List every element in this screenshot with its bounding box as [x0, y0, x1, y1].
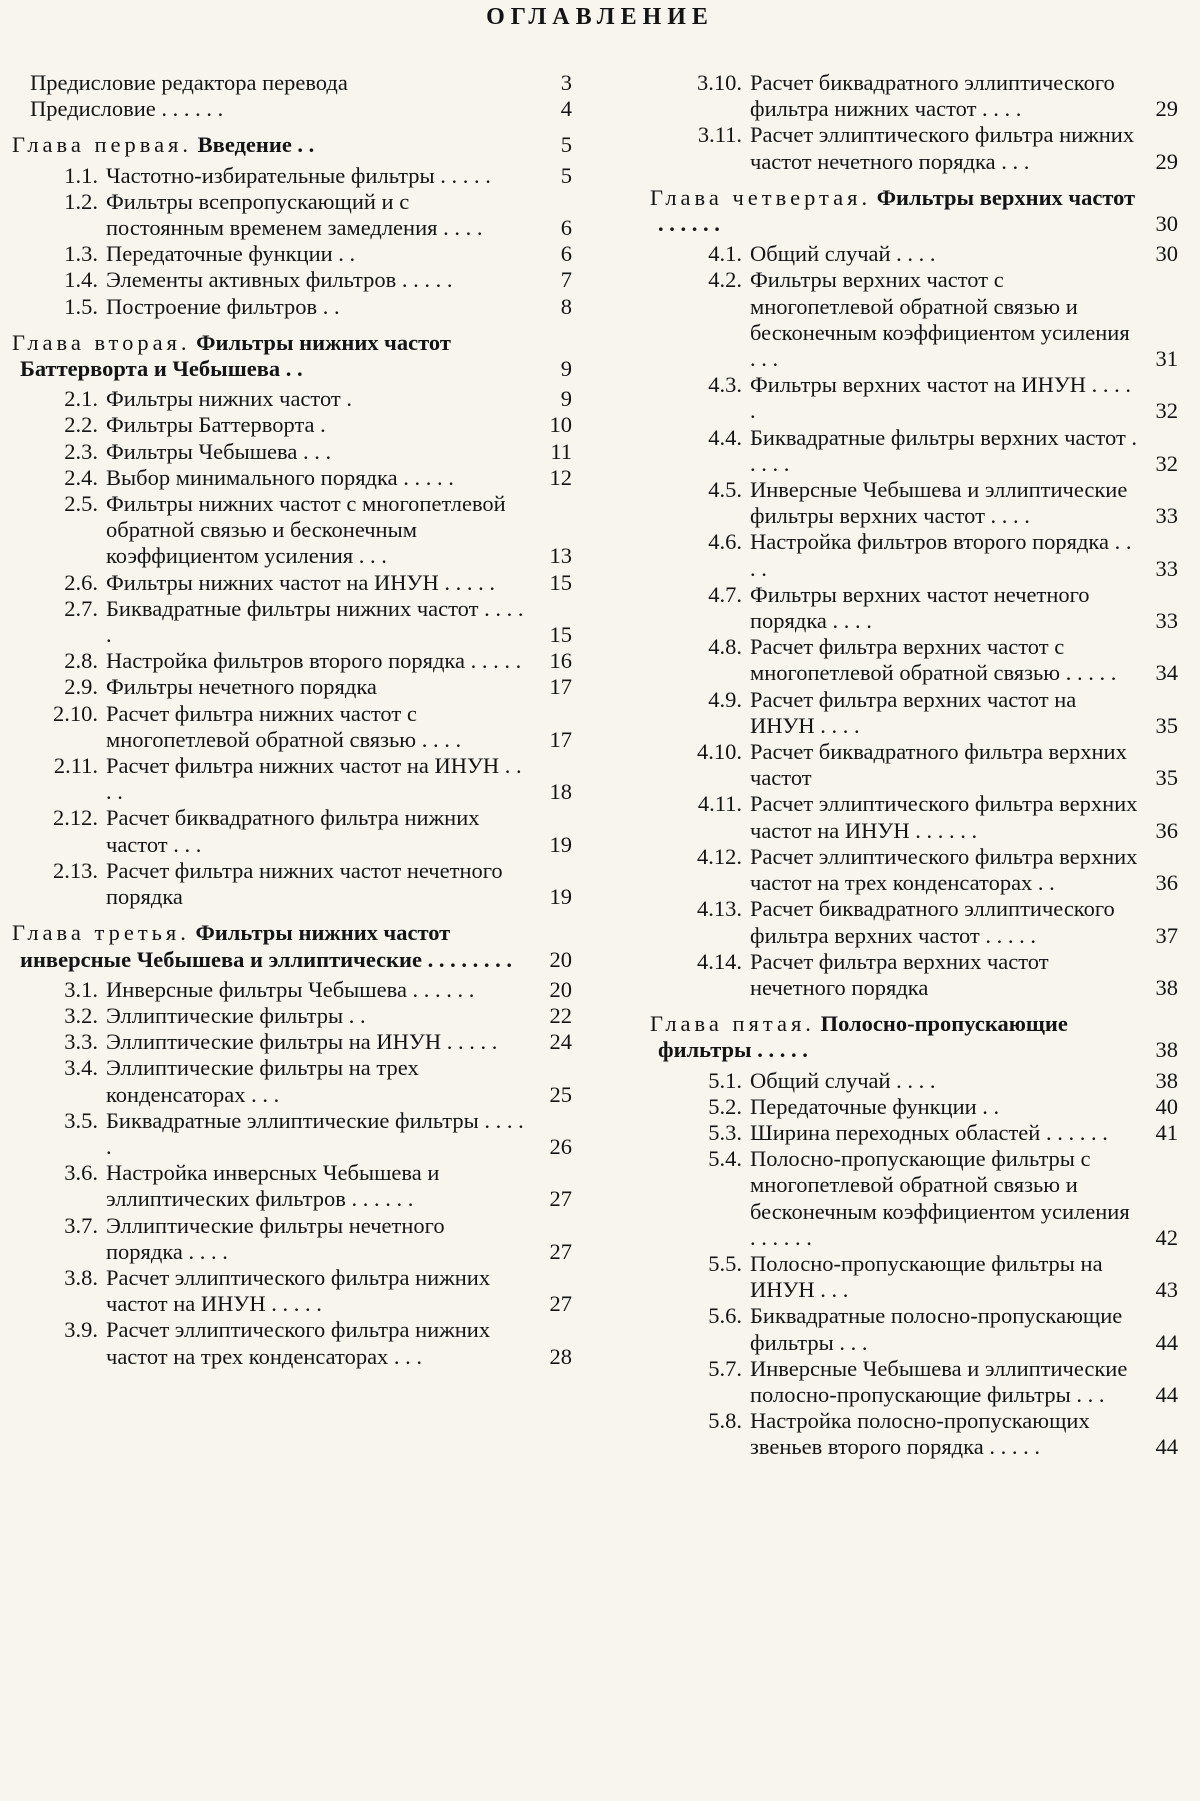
section-title: Фильтры нечетного порядка	[106, 674, 377, 700]
chapter-label: Глава четвертая.	[650, 184, 872, 210]
page-number: 11	[550, 438, 572, 464]
section-title: Фильтры нижних частот .	[106, 386, 352, 412]
page-number: 25	[549, 1081, 572, 1107]
section-title: Расчет эллиптического фильтра верхних частот на ИНУН . . . . . .	[750, 791, 1138, 843]
section-number: 4.4.	[708, 424, 742, 450]
page-number: 28	[549, 1343, 572, 1369]
toc-section-entry	[650, 1068, 1178, 1094]
section-title: Настройка инверсных Чебышева и эллиптических фильтров . . . . . .	[106, 1160, 440, 1212]
section-number: 4.9.	[708, 686, 742, 712]
section-title: Биквадратные полосно-пропускающие фильтры . . .	[750, 1303, 1123, 1355]
page-number: 16	[549, 648, 572, 674]
toc-chapter-entry	[12, 330, 572, 382]
section-title: Фильтры верхних частот с многопетлевой обратной связью и бесконечным коэффициентом усиления . . .	[750, 267, 1130, 372]
section-title: Фильтры Баттерворта .	[106, 412, 326, 438]
section-number: 1.4.	[64, 267, 98, 293]
section-number: 2.6.	[64, 569, 98, 595]
toc-column-right	[650, 70, 1178, 1461]
toc-section-entry	[650, 582, 1178, 634]
section-number: 1.2.	[64, 188, 98, 214]
toc-section-entry	[650, 122, 1178, 174]
chapter-label: Глава третья.	[12, 920, 190, 946]
section-title: Эллиптические фильтры . .	[106, 1002, 366, 1028]
toc-section-entry	[12, 1029, 572, 1055]
section-title: Общий случай . . . .	[750, 1067, 936, 1093]
toc-section-entry	[12, 189, 572, 241]
section-title: Биквадратные фильтры нижних частот . . . . .	[106, 595, 524, 648]
section-title: Выбор минимального порядка . . . . .	[106, 464, 454, 490]
toc-section-entry	[650, 634, 1178, 686]
page-number: 20	[549, 946, 572, 972]
section-title: Инверсные фильтры Чебышева . . . . . .	[106, 976, 475, 1002]
section-title: Фильтры нижних частот на ИНУН . . . . .	[106, 569, 495, 595]
section-title: Инверсные Чебышева и эллиптические полосно-пропускающие фильтры . . .	[750, 1355, 1128, 1407]
section-title: Расчет биквадратного эллиптического фильтра верхних частот . . . . .	[750, 896, 1115, 948]
section-number: 4.6.	[708, 529, 742, 555]
chapter-title	[12, 132, 524, 158]
page-number: 22	[549, 1002, 572, 1028]
section-number: 5.6.	[708, 1303, 742, 1329]
toc-section-entry	[12, 1160, 572, 1212]
section-number: 4.11.	[697, 791, 742, 817]
section-title: Расчет фильтра нижних частот на ИНУН . . . .	[106, 753, 522, 805]
toc-section-entry	[650, 1408, 1178, 1460]
toc-section-entry	[12, 1108, 572, 1160]
page-number: 5	[560, 162, 572, 188]
page-number: 15	[549, 622, 572, 648]
toc-section-entry	[650, 70, 1178, 122]
section-title: Эллиптические фильтры нечетного порядка . . . .	[106, 1212, 445, 1264]
section-number: 2.13.	[53, 857, 98, 883]
section-title: Расчет эллиптического фильтра нижних частот нечетного порядка . . .	[750, 122, 1135, 174]
section-title: Ширина переходных областей . . . . . .	[750, 1119, 1108, 1145]
chapter-name: Фильтры нижних частот Баттерворта и Чебышева . .	[20, 329, 451, 382]
toc-section-entry	[650, 739, 1178, 791]
section-title: Эллиптические фильтры на ИНУН . . . . .	[106, 1029, 498, 1055]
page-number: 30	[1155, 241, 1178, 267]
page-number: 35	[1155, 765, 1178, 791]
section-number: 3.7.	[64, 1212, 98, 1238]
section-number: 2.3.	[64, 438, 98, 464]
section-title: Фильтры всепропускающий и с постоянным временем замедления . . . .	[106, 188, 483, 241]
toc-section-entry	[650, 791, 1178, 843]
section-title: Настройка полосно-пропускающих звеньев второго порядка . . . . .	[750, 1408, 1090, 1460]
section-title: Полосно-пропускающие фильтры на ИНУН . . .	[750, 1250, 1103, 1303]
section-number: 3.5.	[64, 1107, 98, 1133]
toc-section-entry	[12, 491, 572, 570]
toc-section-entry	[12, 1265, 572, 1317]
section-number: 3.2.	[64, 1002, 98, 1028]
page-number: 31	[1155, 346, 1178, 372]
page-number: 12	[549, 464, 572, 490]
toc-section-entry	[12, 1003, 572, 1029]
section-title: Расчет эллиптического фильтра нижних частот на ИНУН . . . . .	[106, 1264, 491, 1317]
toc-section-entry	[650, 1356, 1178, 1408]
page-number: 27	[549, 1291, 572, 1317]
section-title: Инверсные Чебышева и эллиптические фильтры верхних частот . . . .	[750, 477, 1128, 529]
toc-section-entry	[12, 267, 572, 293]
toc-section-entry	[12, 858, 572, 910]
toc-section-entry	[650, 477, 1178, 529]
toc-section-entry	[12, 1213, 572, 1265]
section-number: 4.7.	[708, 581, 742, 607]
page-number: 20	[549, 976, 572, 1002]
section-number: 4.5.	[708, 477, 742, 503]
section-title: Общий случай . . . .	[750, 241, 936, 267]
section-title: Передаточные функции . .	[750, 1093, 1000, 1119]
section-title: Фильтры верхних частот на ИНУН . . . . .	[750, 372, 1132, 424]
page-number: 4	[560, 96, 572, 122]
section-number: 5.4.	[708, 1146, 742, 1172]
section-number: 3.6.	[64, 1160, 98, 1186]
toc-section-entry	[650, 1303, 1178, 1355]
front-matter-title: Предисловие редактора перевода	[30, 70, 348, 95]
page-number: 40	[1155, 1093, 1178, 1119]
page-number: 32	[1155, 450, 1178, 476]
section-title: Расчет фильтра нижних частот нечетного порядка	[106, 857, 503, 910]
page-number: 8	[560, 293, 572, 319]
page-number: 38	[1155, 1037, 1178, 1063]
page-number: 17	[549, 726, 572, 752]
toc-section-entry	[12, 163, 572, 189]
page-number: 3	[560, 70, 572, 95]
section-number: 5.8.	[708, 1408, 742, 1434]
toc-section-entry	[12, 386, 572, 412]
page-number: 29	[1155, 148, 1178, 174]
section-number: 2.1.	[64, 386, 98, 412]
section-title: Полосно-пропускающие фильтры с многопетлевой обратной связью и бесконечным коэффициентом усиления . . . . . .	[750, 1146, 1130, 1250]
page-number: 27	[549, 1186, 572, 1212]
page-number: 6	[560, 215, 572, 241]
section-number: 2.10.	[53, 700, 98, 726]
section-title: Расчет биквадратного эллиптического фильтра нижних частот . . . .	[750, 70, 1115, 122]
toc-section-entry	[12, 241, 572, 267]
chapter-name: Фильтры верхних частот . . . . . .	[658, 184, 1136, 237]
section-number: 3.9.	[64, 1317, 98, 1343]
section-number: 4.12.	[697, 843, 742, 869]
toc-section-entry	[650, 241, 1178, 267]
chapter-name: Полосно-пропускающие фильтры . . . . .	[658, 1011, 1068, 1063]
section-title: Частотно-избирательные фильтры . . . . .	[106, 162, 491, 188]
chapter-title	[650, 1011, 1138, 1063]
toc-section-entry	[12, 412, 572, 438]
toc-section-entry	[650, 1120, 1178, 1146]
toc-section-entry	[12, 805, 572, 857]
section-number: 4.2.	[708, 267, 742, 293]
section-number: 1.1.	[64, 162, 98, 188]
toc-section-entry	[12, 439, 572, 465]
toc-section-entry	[650, 949, 1178, 1001]
section-title: Расчет фильтра верхних частот с многопетлевой обратной связью . . . . .	[750, 634, 1117, 686]
section-title: Расчет биквадратного фильтра верхних частот	[750, 739, 1127, 791]
toc-section-entry	[12, 570, 572, 596]
section-number: 4.10.	[697, 739, 742, 765]
section-number: 1.3.	[64, 241, 98, 267]
section-number: 5.7.	[708, 1355, 742, 1381]
section-title: Расчет биквадратного фильтра нижних частот . . .	[106, 805, 480, 857]
page-number: 33	[1155, 608, 1178, 634]
toc-section-entry	[12, 1317, 572, 1369]
section-number: 2.8.	[64, 648, 98, 674]
section-number: 2.12.	[53, 805, 98, 831]
page-number: 17	[549, 674, 572, 700]
section-title: Биквадратные эллиптические фильтры . . . . .	[106, 1107, 524, 1159]
page-number: 27	[549, 1238, 572, 1264]
chapter-title	[12, 330, 524, 382]
section-number: 2.2.	[64, 412, 98, 438]
page-number: 38	[1155, 1067, 1178, 1093]
toc-section-entry	[650, 425, 1178, 477]
toc-section-entry	[12, 753, 572, 805]
section-number: 4.13.	[697, 896, 742, 922]
toc-section-entry	[650, 896, 1178, 948]
toc-chapter-entry	[650, 185, 1178, 237]
page-number: 10	[549, 412, 572, 438]
page-number: 33	[1155, 555, 1178, 581]
section-title: Эллиптические фильтры на трех конденсаторах . . .	[106, 1055, 419, 1107]
toc-section-entry	[650, 687, 1178, 739]
toc-section-entry	[650, 529, 1178, 581]
toc-section-entry	[12, 465, 572, 491]
section-number: 3.4.	[64, 1055, 98, 1081]
toc-section-entry	[12, 648, 572, 674]
page-number: 41	[1155, 1119, 1178, 1145]
section-number: 4.8.	[708, 634, 742, 660]
section-number: 4.1.	[708, 241, 742, 267]
chapter-name: Введение . .	[197, 132, 315, 158]
section-number: 2.4.	[64, 464, 98, 490]
toc-section-entry	[12, 294, 572, 320]
section-title: Расчет эллиптического фильтра верхних частот на трех конденсаторах . .	[750, 843, 1138, 896]
page-number: 37	[1155, 922, 1178, 948]
section-title: Передаточные функции . .	[106, 241, 356, 267]
section-number: 4.14.	[697, 948, 742, 974]
section-number: 2.11.	[53, 753, 98, 779]
section-number: 3.1.	[64, 976, 98, 1002]
section-title: Элементы активных фильтров . . . . .	[106, 267, 453, 293]
chapter-label: Глава пятая.	[650, 1011, 815, 1037]
page-number: 33	[1155, 503, 1178, 529]
chapter-label: Глава вторая.	[12, 329, 191, 355]
section-title: Построение фильтров . .	[106, 293, 340, 319]
section-title: Фильтры верхних частот нечетного порядка . . . .	[750, 581, 1090, 634]
toc-chapter-entry	[12, 920, 572, 972]
page-number: 24	[549, 1029, 572, 1055]
toc-column-left	[12, 70, 572, 1370]
page-number: 19	[549, 884, 572, 910]
section-number: 3.11.	[697, 122, 742, 148]
section-title: Фильтры нижних частот с многопетлевой обратной связью и бесконечным коэффициентом усиления . . .	[106, 491, 506, 569]
section-number: 1.5.	[64, 293, 98, 319]
front-matter-title: Предисловие . . . . . .	[30, 96, 224, 122]
page-number: 9	[560, 356, 572, 382]
page-number: 38	[1155, 974, 1178, 1000]
page-number: 29	[1155, 96, 1178, 122]
page-number: 32	[1155, 398, 1178, 424]
chapter-title	[12, 920, 524, 972]
section-number: 5.2.	[708, 1093, 742, 1119]
page-number: 5	[560, 132, 572, 158]
page-number: 36	[1155, 817, 1178, 843]
chapter-title	[650, 185, 1138, 237]
toc-section-entry	[650, 1251, 1178, 1303]
section-title: Расчет эллиптического фильтра нижних частот на трех конденсаторах . . .	[106, 1317, 491, 1369]
toc-chapter-entry	[650, 1011, 1178, 1063]
page-number: 13	[549, 543, 572, 569]
page-number: 18	[549, 779, 572, 805]
toc-section-entry	[12, 977, 572, 1003]
page-number: 35	[1155, 712, 1178, 738]
toc-front-entry	[12, 96, 572, 122]
section-number: 3.10.	[697, 70, 742, 95]
page-number: 6	[560, 241, 572, 267]
page-number: 44	[1155, 1329, 1178, 1355]
section-title: Расчет фильтра верхних частот нечетного порядка	[750, 948, 1049, 1000]
toc-section-entry	[650, 372, 1178, 424]
page-title: ОГЛАВЛЕНИЕ	[486, 4, 714, 30]
page-number: 44	[1155, 1434, 1178, 1460]
section-number: 5.5.	[708, 1250, 742, 1276]
page-number: 34	[1155, 660, 1178, 686]
section-number: 5.1.	[708, 1067, 742, 1093]
toc-section-entry	[650, 1146, 1178, 1251]
section-title: Настройка фильтров второго порядка . . . .	[750, 529, 1132, 581]
section-title: Настройка фильтров второго порядка . . . . .	[106, 648, 522, 674]
section-number: 4.3.	[708, 372, 742, 398]
section-number: 2.9.	[64, 674, 98, 700]
toc-section-entry	[650, 1094, 1178, 1120]
section-number: 3.8.	[64, 1264, 98, 1290]
chapter-label: Глава первая.	[12, 132, 193, 158]
chapter-name: Фильтры нижних частот инверсные Чебышева и эллиптические . . . . . . . .	[20, 920, 512, 972]
section-number: 3.3.	[64, 1029, 98, 1055]
section-title: Расчет фильтра нижних частот с многопетлевой обратной связью . . . .	[106, 700, 462, 752]
toc-front-entry	[12, 70, 572, 96]
page-number: 15	[549, 569, 572, 595]
page-number: 19	[549, 831, 572, 857]
toc-section-entry	[12, 674, 572, 700]
section-number: 5.3.	[708, 1119, 742, 1145]
toc-section-entry	[650, 844, 1178, 896]
page-number: 7	[560, 267, 572, 293]
page-number: 26	[549, 1133, 572, 1159]
section-title: Расчет фильтра верхних частот на ИНУН . . . .	[750, 686, 1077, 738]
page-number: 43	[1155, 1277, 1178, 1303]
page-number: 42	[1155, 1224, 1178, 1250]
page-number: 9	[560, 386, 572, 412]
section-number: 2.5.	[64, 491, 98, 517]
toc-section-entry	[12, 701, 572, 753]
toc-section-entry	[12, 596, 572, 648]
section-number: 2.7.	[64, 595, 98, 621]
toc-section-entry	[12, 1055, 572, 1107]
toc-chapter-entry	[12, 132, 572, 158]
section-title: Биквадратные фильтры верхних частот . . . . .	[750, 424, 1138, 476]
page-number: 30	[1155, 211, 1178, 237]
toc-section-entry	[650, 267, 1178, 372]
page-number: 44	[1155, 1381, 1178, 1407]
section-title: Фильтры Чебышева . . .	[106, 438, 332, 464]
page-number: 36	[1155, 870, 1178, 896]
